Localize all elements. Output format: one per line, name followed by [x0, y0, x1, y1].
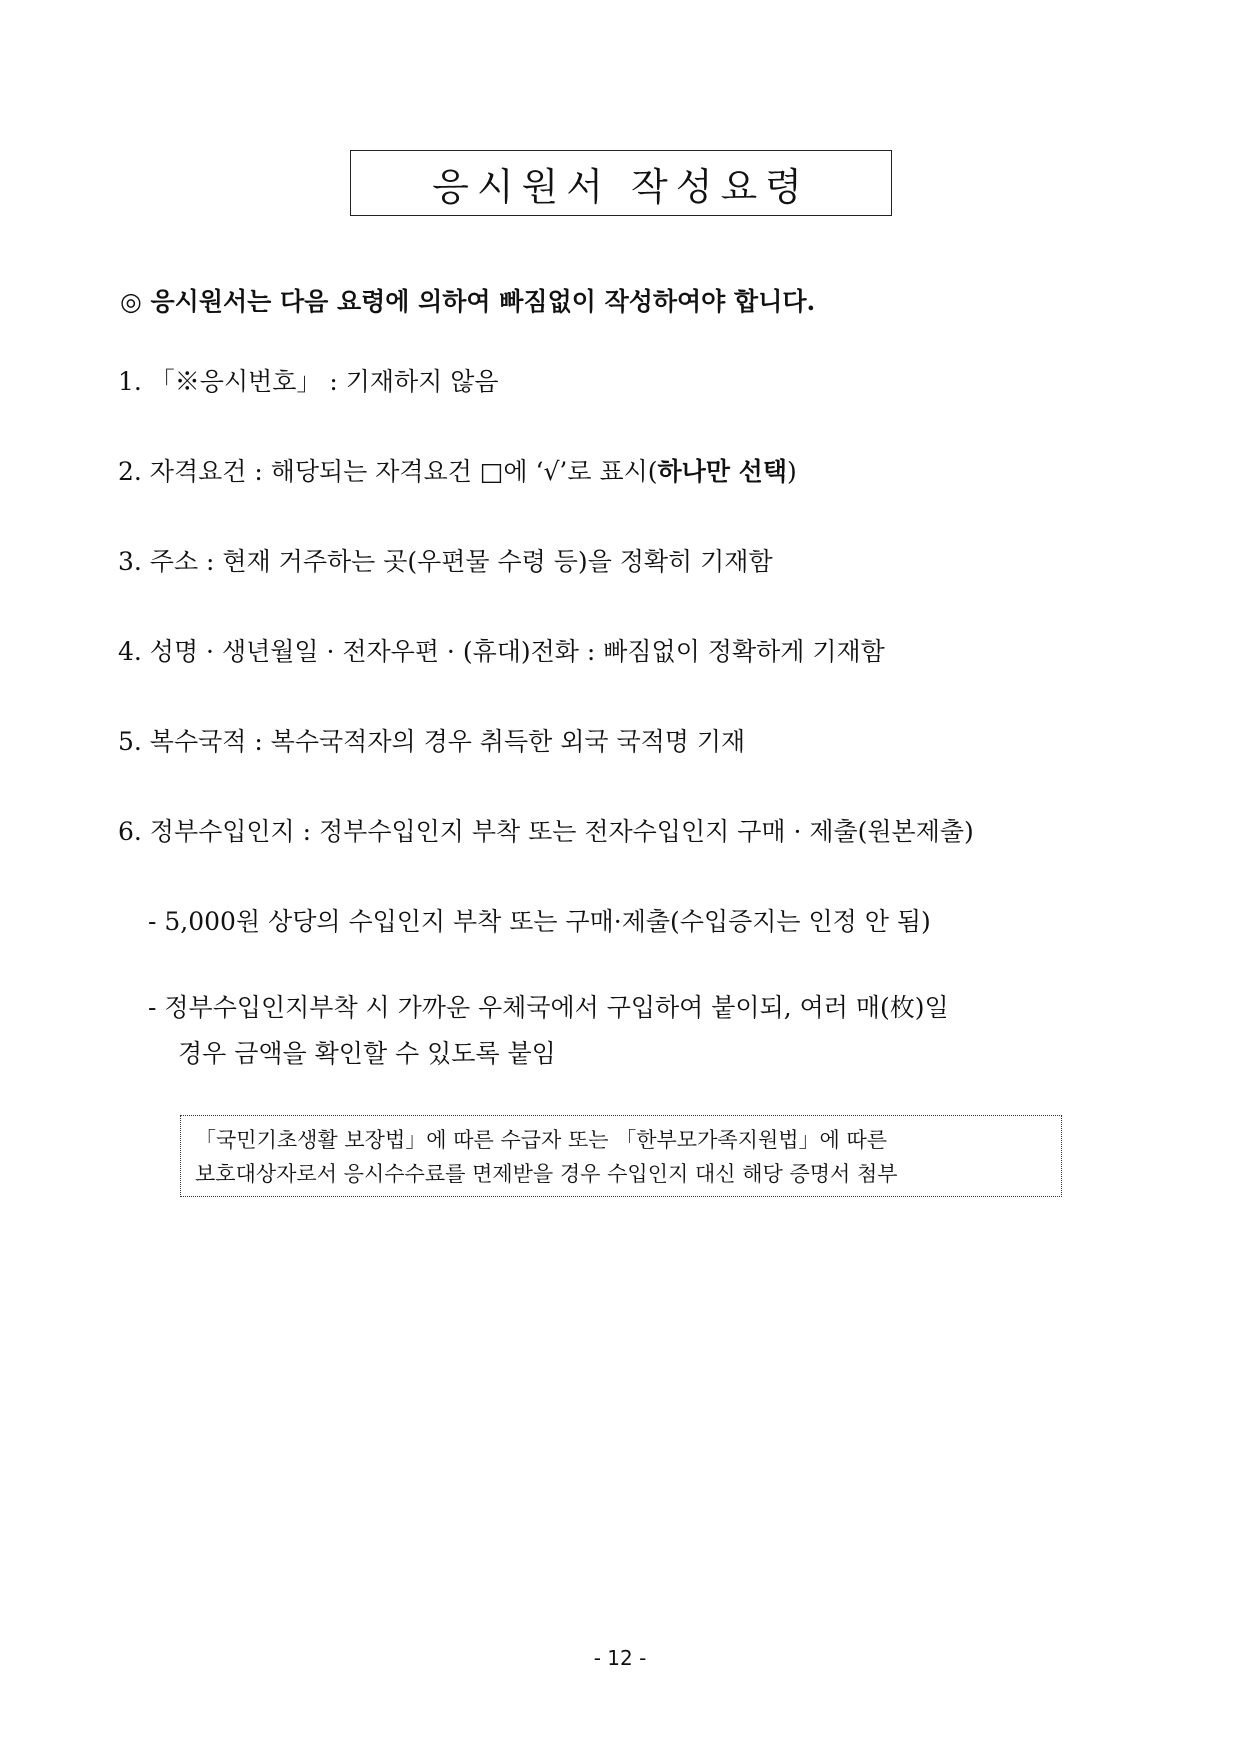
title-box [350, 150, 892, 216]
sub-item-2-line1: - 정부수입인지부착 시 가까운 우체국에서 구입하여 붙이되, 여러 매(枚)일 [148, 993, 949, 1022]
note-box [180, 1115, 1062, 1197]
page-title: 응시원서 작성요령 [432, 164, 810, 209]
item-6: 6. 정부수입인지 : 정부수입인지 부착 또는 전자수입인지 구매 · 제출(원본제출) [118, 817, 974, 846]
item-2-text: 2. 자격요건 : 해당되는 자격요건 □에 ‘√’로 표시( [118, 457, 658, 486]
sub-item-2 [148, 985, 1138, 1077]
note-line-2: 보호대상자로서 응시수수료를 면제받을 경우 수입인지 대신 해당 증명서 첨부 [195, 1162, 898, 1186]
item-2-tail: ) [786, 457, 797, 486]
item-2-bold: 하나만 선택 [657, 457, 787, 486]
sub-item-2-line2: 경우 금액을 확인할 수 있도록 붙임 [178, 1039, 556, 1068]
item-2 [118, 452, 797, 488]
item-3: 3. 주소 : 현재 거주하는 곳(우편물 수령 등)을 정확히 기재함 [118, 547, 773, 576]
page-number: - 12 - [593, 1646, 647, 1670]
note-line-1: 「국민기초생활 보장법」에 따른 수급자 또는 「한부모가족지원법」에 따른 [195, 1128, 888, 1152]
item-5: 5. 복수국적 : 복수국적자의 경우 취득한 외국 국적명 기재 [118, 727, 746, 756]
item-4: 4. 성명 · 생년월일 · 전자우편 · (휴대)전화 : 빠짐없이 정확하게 기재함 [118, 637, 885, 666]
intro-text: ◎ 응시원서는 다음 요령에 의하여 빠짐없이 작성하여야 합니다. [120, 287, 816, 316]
item-1: 1. 「※응시번호」 : 기재하지 않음 [118, 367, 499, 396]
sub-item-1: - 5,000원 상당의 수입인지 부착 또는 구매·제출(수입증지는 인정 안 됨) [148, 907, 931, 936]
